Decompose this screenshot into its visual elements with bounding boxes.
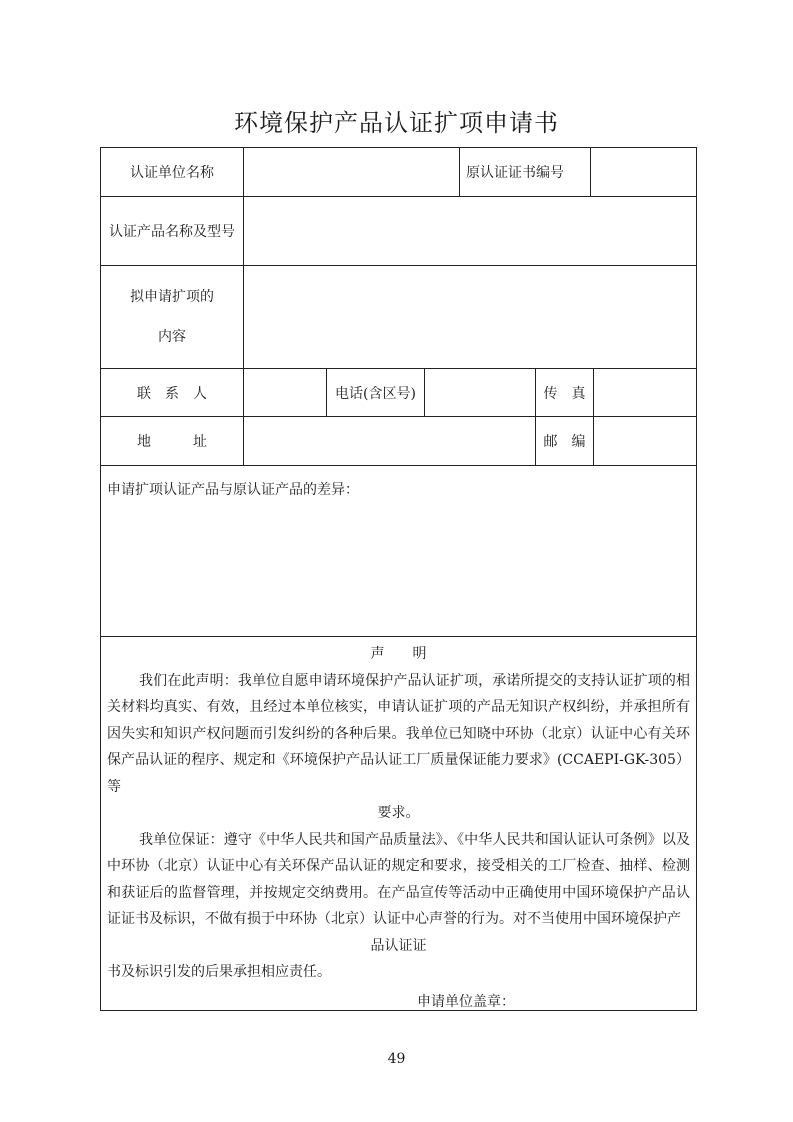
fax-label: 传 真 — [543, 385, 586, 402]
statement-paragraph-1-end: 要求。 — [377, 805, 420, 821]
statement-heading: 声 明 — [370, 646, 427, 662]
statement-paragraph-2: 我单位保证：遵守《中华人民共和国产品质量法》、《中华人民共和国认证认可条例》以及中环协（北京）认证中心有关环保产品认证的规定和要求，接受相关的工厂检查、抽样、检测和获证后的监督管理，并按规定交纳费用。在产品宣传等活动中正确使用中国环境保护产品认证证书及标识，不做有损于中环协（北京）认证中心声誉的行为。对不当使用中国环境保护产 — [107, 831, 690, 927]
statement-paragraph-2-end: 书及标识引发的后果承担相应责任。 — [107, 964, 331, 980]
extension-content-label-line1: 拟申请扩项的 — [130, 289, 214, 305]
phone-label: 电话(含区号) — [335, 385, 416, 402]
seal-label: 申请单位盖章： — [417, 994, 515, 1010]
contact-person-field[interactable] — [244, 369, 326, 416]
statement-paragraph-2-mid: 品认证证 — [370, 937, 427, 954]
original-cert-number-label: 原认证证书编号 — [466, 165, 564, 181]
contact-person-label: 联 系 人 — [137, 385, 207, 402]
phone-field[interactable] — [425, 369, 535, 416]
product-name-model-label: 认证产品名称及型号 — [109, 224, 235, 240]
postcode-field[interactable] — [594, 417, 697, 465]
postcode-label: 邮 编 — [543, 434, 586, 450]
address-field[interactable] — [244, 417, 535, 465]
difference-label: 申请扩项认证产品与原认证产品的差异： — [107, 482, 359, 498]
extension-content-label-line2: 内容 — [158, 329, 186, 345]
document-title: 环境保护产品认证扩项申请书 — [234, 109, 559, 137]
page-number: 49 — [387, 1051, 406, 1067]
application-form-table — [100, 147, 697, 1011]
row-divider — [101, 636, 696, 637]
original-cert-number-field[interactable] — [591, 148, 697, 196]
statement-paragraph-1: 我们在此声明：我单位自愿申请环境保护产品认证扩项，承诺所提交的支持认证扩项的相关材料均真实、有效，且经过本单位核实，申请认证扩项的产品无知识产权纠纷，并承担所有因失实和知识产权问题而引发纠纷的各种后果。我单位已知晓中环协（北京）认证中心有关环保产品认证的程序、规定和《环境保护产品认证工厂质量保证能力要求》(CCAEPI-GK-305）等 — [107, 672, 690, 795]
unit-name-field[interactable] — [244, 148, 459, 196]
address-label: 地 址 — [137, 434, 207, 450]
statement-block — [107, 641, 690, 986]
row-divider — [101, 465, 696, 466]
unit-name-label: 认证单位名称 — [130, 165, 214, 181]
fax-field[interactable] — [594, 369, 697, 416]
product-name-model-field[interactable] — [244, 197, 697, 265]
extension-content-label — [101, 266, 243, 368]
extension-content-field[interactable] — [244, 266, 697, 368]
